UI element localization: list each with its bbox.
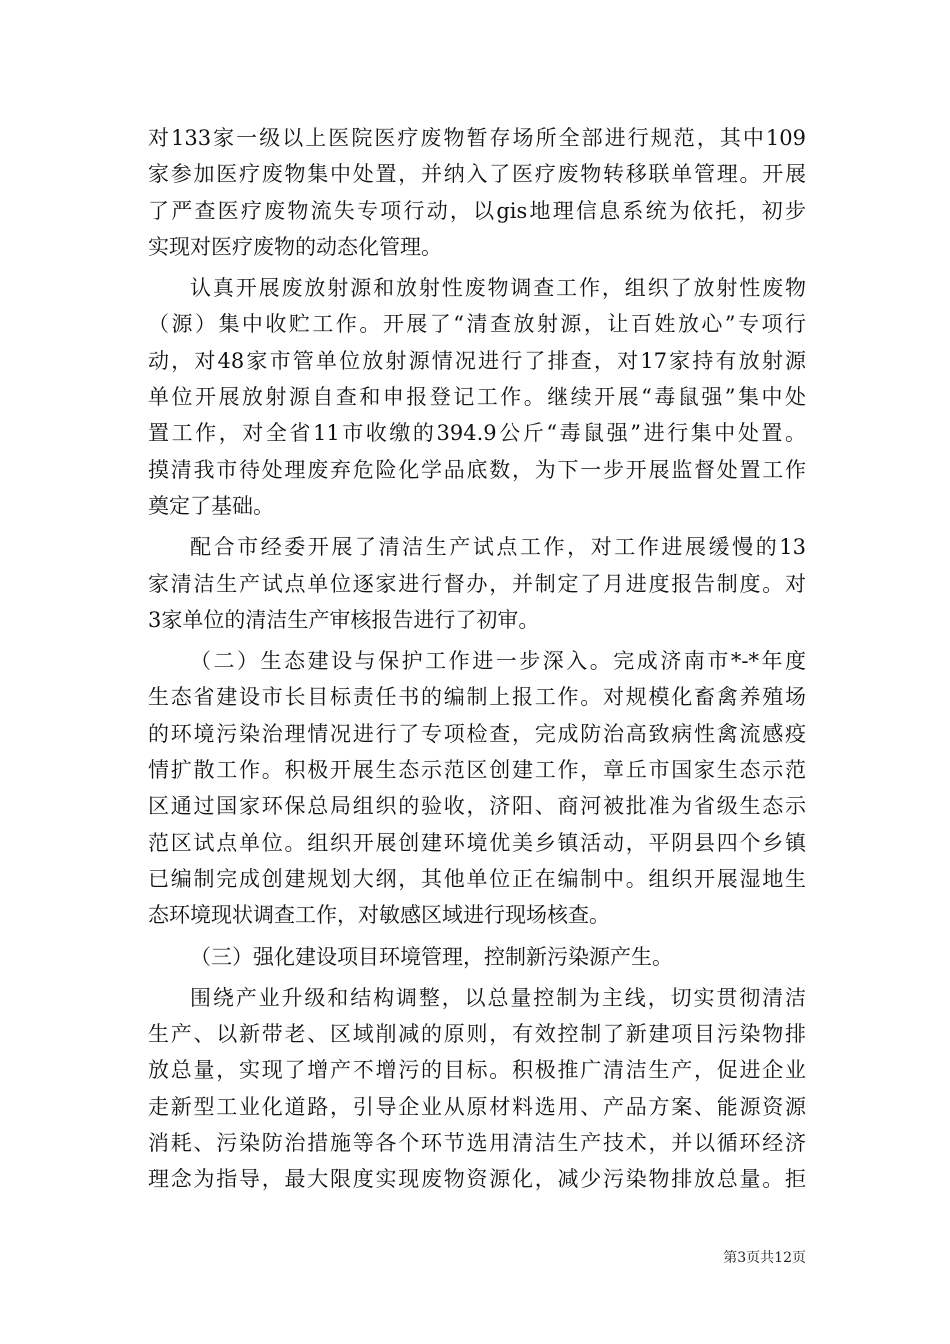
paragraph bbox=[148, 939, 806, 975]
text-line: 奠定了基础。 bbox=[148, 493, 274, 518]
text-line: 3家单位的清洁生产审核报告进行了初审。 bbox=[148, 607, 540, 632]
text-line: 了严查医疗废物流失专项行动，以gis地理信息系统为依托，初步 bbox=[148, 198, 806, 223]
text-line: 动，对48家市管单位放射源情况进行了排查，对17家持有放射源 bbox=[148, 348, 806, 373]
text-line: 范区试点单位。组织开展创建环境优美乡镇活动，平阴县四个乡镇 bbox=[148, 830, 806, 855]
text-line: 实现对医疗废物的动态化管理。 bbox=[148, 234, 442, 259]
text-line: （二）生态建设与保护工作进一步深入。完成济南市*-*年度 bbox=[190, 649, 806, 674]
document-body bbox=[148, 120, 806, 1203]
paragraph bbox=[148, 980, 806, 1198]
text-line: 单位开展放射源自查和申报登记工作。继续开展“毒鼠强”集中处 bbox=[148, 385, 806, 410]
text-line: 消耗、污染防治措施等各个环节选用清洁生产技术，并以循环经济 bbox=[148, 1131, 806, 1156]
text-line: 围绕产业升级和结构调整，以总量控制为主线，切实贯彻清洁 bbox=[190, 985, 806, 1010]
text-line: （三）强化建设项目环境管理，控制新污染源产生。 bbox=[190, 944, 673, 969]
text-line: 生产、以新带老、区域削减的原则，有效控制了新建项目污染物排 bbox=[148, 1022, 806, 1047]
text-line: 生态省建设市长目标责任书的编制上报工作。对规模化畜禽养殖场 bbox=[148, 685, 806, 710]
paragraph bbox=[148, 120, 806, 265]
text-line: 置工作，对全省11市收缴的394.9公斤“毒鼠强”进行集中处置。 bbox=[148, 421, 806, 446]
text-line: 摸清我市待处理废弃危险化学品底数，为下一步开展监督处置工作 bbox=[148, 457, 806, 482]
text-line: 情扩散工作。积极开展生态示范区创建工作，章丘市国家生态示范 bbox=[148, 758, 806, 783]
text-line: （源）集中收贮工作。开展了“清查放射源，让百姓放心”专项行 bbox=[148, 312, 806, 337]
page-number: 第3页共12页 bbox=[723, 1250, 806, 1266]
text-line: 家清洁生产试点单位逐家进行督办，并制定了月进度报告制度。对 bbox=[148, 571, 806, 596]
text-line: 区通过国家环保总局组织的验收，济阳、商河被批准为省级生态示 bbox=[148, 794, 806, 819]
text-line: 放总量，实现了增产不增污的目标。积极推广清洁生产，促进企业 bbox=[148, 1058, 806, 1083]
paragraph bbox=[148, 529, 806, 638]
text-line: 对133家一级以上医院医疗废物暂存场所全部进行规范，其中109 bbox=[148, 126, 806, 150]
paragraph bbox=[148, 643, 806, 933]
text-line: 已编制完成创建规划大纲，其他单位正在编制中。组织开展湿地生 bbox=[148, 866, 806, 891]
text-line: 理念为指导，最大限度实现废物资源化，减少污染物排放总量。拒 bbox=[148, 1167, 806, 1192]
paragraph bbox=[148, 270, 806, 524]
text-line: 配合市经委开展了清洁生产试点工作，对工作进展缓慢的13 bbox=[190, 535, 806, 560]
text-line: 走新型工业化道路，引导企业从原材料选用、产品方案、能源资源 bbox=[148, 1094, 806, 1119]
text-line: 家参加医疗废物集中处置，并纳入了医疗废物转移联单管理。开展 bbox=[148, 162, 806, 187]
text-line: 认真开展废放射源和放射性废物调查工作，组织了放射性废物 bbox=[190, 276, 806, 301]
text-line: 态环境现状调查工作，对敏感区域进行现场核查。 bbox=[148, 903, 610, 928]
text-line: 的环境污染治理情况进行了专项检查，完成防治高致病性禽流感疫 bbox=[148, 721, 806, 746]
